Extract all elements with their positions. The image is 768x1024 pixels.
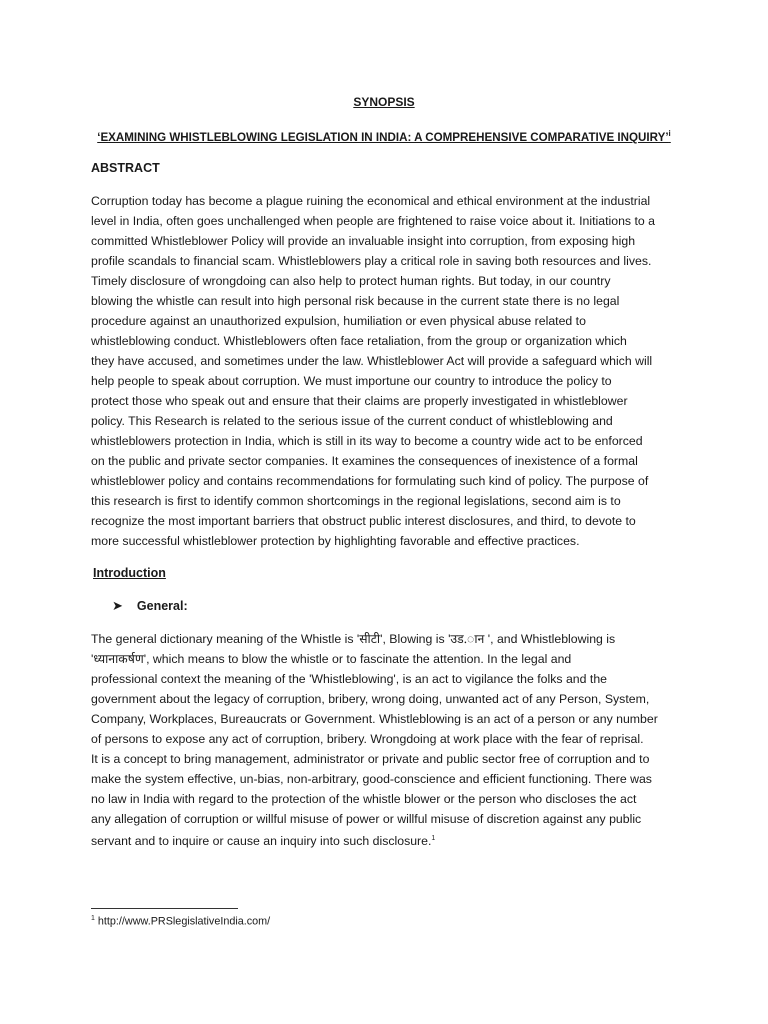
general-line: government about the legacy of corruption, bribery, wrong doing, unwanted act of any Person, System,	[91, 692, 650, 706]
abstract-line: whistleblowers protection in India, which is still in its way to become a country wide act to be enforced	[91, 434, 643, 448]
subtitle-endnote-mark: i	[668, 129, 671, 138]
document-title: SYNOPSIS	[353, 95, 415, 109]
abstract-line: help people to speak about corruption. We must importune our country to introduce the policy to	[91, 374, 612, 388]
abstract-paragraph	[91, 191, 681, 551]
abstract-line: whistleblowing conduct. Whistleblowers often face retaliation, from the group or organization which	[91, 334, 627, 348]
abstract-line: policy. This Research is related to the serious issue of the current conduct of whistleblowing and	[91, 414, 613, 428]
general-heading-label: General:	[136, 599, 188, 613]
document-subtitle	[0, 129, 768, 144]
abstract-line: this research is first to identify common shortcomings in the regional legislations, second aim is to	[91, 494, 621, 508]
footnote-mark: 1	[91, 915, 95, 922]
general-line: professional context the meaning of the 'Whistleblowing', is an act to vigilance the folks and the	[91, 672, 607, 686]
general-line: no law in India with regard to the protection of the whistle blower or the person who discloses the act	[91, 792, 637, 806]
general-line: Company, Workplaces, Bureaucrats or Government. Whistleblowing is an act of a person or any number	[91, 712, 658, 726]
general-line-text: servant and to inquire or cause an inquiry into such disclosure.	[91, 834, 432, 849]
abstract-line: level in India, often goes unchallenged when people are frightened to raise voice about it. Initiations to a	[91, 214, 655, 228]
footnote-reference[interactable]: 1	[431, 835, 436, 842]
general-line	[91, 829, 681, 851]
subtitle-text: ‘EXAMINING WHISTLEBLOWING LEGISLATION IN INDIA: A COMPREHENSIVE COMPARATIVE INQUIRY’	[97, 130, 669, 144]
abstract-line: more successful whistleblower protection by highlighting favorable and effective practices.	[91, 534, 580, 548]
general-line: The general dictionary meaning of the Whistle is 'सीटी', Blowing is 'उड.ान ', and Whistleblowing is	[91, 632, 616, 646]
abstract-line: Corruption today has become a plague ruining the economical and ethical environment at the industrial	[91, 194, 651, 208]
abstract-line: blowing the whistle can result into high personal risk because in the current state there is no legal	[91, 294, 620, 308]
general-paragraph	[91, 629, 681, 851]
abstract-line: Timely disclosure of wrongdoing can also help to protect human rights. But today, in our country	[91, 274, 611, 288]
abstract-line: whistleblower policy and contains recommendations for formulating such kind of policy. The purpose of	[91, 474, 649, 488]
abstract-line: procedure against an unauthorized expulsion, humiliation or even physical abuse related to	[91, 314, 586, 328]
abstract-line: on the public and private sector companies. It examines the consequences of inexistence of a formal	[91, 454, 638, 468]
footnote-link[interactable]: http://www.PRSlegislativeIndia.com/	[94, 915, 271, 928]
abstract-line: profile scandals to financial scam. Whistleblowers play a critical role in saving both resources and lives.	[91, 254, 652, 268]
arrow-bullet-icon: ➤	[112, 598, 123, 613]
general-subheading	[112, 598, 188, 614]
general-line: any allegation of corruption or willful misuse of power or willful misuse of discretion against any public	[91, 812, 642, 826]
general-line: 'ध्यानाकर्षण', which means to blow the whistle or to fascinate the attention. In the legal and	[91, 652, 572, 666]
abstract-line: protect those who speak out and ensure that their claims are properly investigated in whistleblower	[91, 394, 628, 408]
abstract-line: they have accused, and sometimes under the law. Whistleblower Act will provide a safeguard which will	[91, 354, 653, 368]
abstract-line: recognize the most important barriers that obstruct public interest disclosures, and third, to devote to	[91, 514, 636, 528]
general-line: of persons to expose any act of corruption, bribery. Wrongdoing at work place with the fear of reprisal.	[91, 732, 644, 746]
introduction-heading: Introduction	[93, 566, 166, 580]
footnote-separator	[91, 908, 238, 909]
general-line: make the system effective, un-bias, non-arbitrary, good-conscience and efficient functioning. There was	[91, 772, 652, 786]
abstract-line: committed Whistleblower Policy will provide an invaluable insight into corruption, from exposing high	[91, 234, 636, 248]
general-line: It is a concept to bring management, administrator or private and public sector free of corruption and to	[91, 752, 650, 766]
footnote	[91, 915, 270, 928]
abstract-heading: ABSTRACT	[91, 161, 160, 175]
